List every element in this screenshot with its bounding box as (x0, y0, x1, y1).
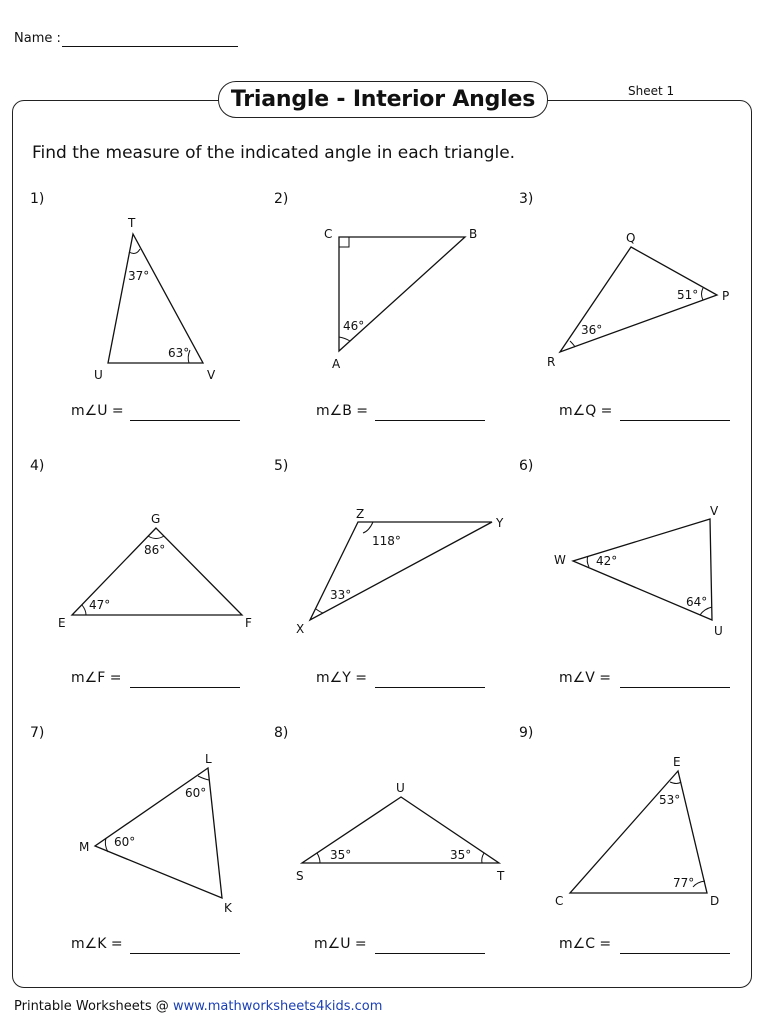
answer-label: m∠Q = (559, 403, 613, 419)
angle-label: 42° (596, 554, 618, 568)
footer (14, 999, 382, 1014)
vertex-label: M (79, 840, 90, 854)
vertex-label: D (710, 894, 720, 908)
name-label: Name : (14, 31, 61, 46)
angle-label: 46° (343, 319, 365, 333)
triangle-7 (79, 752, 233, 915)
vertex-label: E (673, 755, 681, 769)
vertex-label: E (58, 616, 66, 630)
vertex-label: W (554, 553, 566, 567)
angle-label: 63° (168, 346, 190, 360)
triangle-8 (296, 781, 505, 883)
problem-5-number: 5) (274, 458, 289, 474)
vertex-label: F (245, 616, 252, 630)
triangle-4 (58, 512, 252, 630)
angle-label: 118° (372, 534, 401, 548)
angle-label: 37° (128, 269, 150, 283)
vertex-label: C (555, 894, 564, 908)
footer-prefix: Printable Worksheets @ (14, 999, 173, 1014)
angle-label: 60° (185, 786, 207, 800)
footer-site-link[interactable]: www.mathworksheets4kids.com (172, 999, 383, 1014)
vertex-label: G (151, 512, 161, 526)
answer-label: m∠C = (559, 936, 612, 952)
triangle-5 (296, 507, 504, 636)
problem-8-number: 8) (274, 725, 289, 741)
vertex-label: U (396, 781, 405, 795)
vertex-label: P (722, 289, 730, 303)
vertex-label: S (296, 869, 304, 883)
angle-label: 35° (330, 848, 352, 862)
angle-label: 36° (581, 323, 603, 337)
problem-7-number: 7) (30, 725, 45, 741)
vertex-label: T (497, 869, 505, 883)
problem-1-number: 1) (30, 191, 45, 207)
angle-label: 64° (686, 595, 708, 609)
vertex-label: L (205, 752, 212, 766)
triangle-1 (94, 216, 216, 382)
problem-3-number: 3) (519, 191, 534, 207)
answer-label: m∠K = (71, 936, 123, 952)
answer-label: m∠Y = (316, 670, 367, 686)
vertex-label: V (207, 368, 216, 382)
vertex-label: B (469, 227, 478, 241)
answer-label: m∠U = (71, 403, 124, 419)
answer-label: m∠F = (71, 670, 122, 686)
angle-label: 86° (144, 543, 166, 557)
instruction-text: Find the measure of the indicated angle in each triangle. (32, 143, 516, 163)
worksheet-title: Triangle - Interior Angles (218, 81, 548, 118)
vertex-label: V (710, 504, 719, 518)
angle-label: 35° (450, 848, 472, 862)
angle-label: 60° (114, 835, 136, 849)
problem-2-number: 2) (274, 191, 289, 207)
answer-label: m∠B = (316, 403, 368, 419)
vertex-label: Z (356, 507, 365, 521)
angle-label: 47° (89, 598, 111, 612)
problem-6-number: 6) (519, 458, 534, 474)
problem-4-number: 4) (30, 458, 45, 474)
triangle-2 (324, 227, 477, 371)
angle-label: 33° (330, 588, 352, 602)
vertex-label: X (296, 622, 305, 636)
angle-label: 77° (673, 876, 695, 890)
vertex-label: T (128, 216, 136, 230)
triangle-3 (547, 231, 729, 369)
problem-9-number: 9) (519, 725, 534, 741)
triangle-9 (555, 755, 719, 908)
vertex-label: U (94, 368, 103, 382)
angle-label: 51° (677, 288, 699, 302)
triangle-6 (554, 504, 723, 638)
vertex-label: U (714, 624, 723, 638)
angle-label: 53° (659, 793, 681, 807)
sheet-number: Sheet 1 (628, 84, 675, 98)
vertex-label: K (224, 901, 232, 915)
vertex-label: R (547, 355, 556, 369)
answer-label: m∠U = (314, 936, 367, 952)
answer-label: m∠V = (559, 670, 611, 686)
vertex-label: C (324, 227, 333, 241)
vertex-label: A (332, 357, 341, 371)
vertex-label: Y (496, 516, 504, 530)
vertex-label: Q (626, 231, 636, 245)
